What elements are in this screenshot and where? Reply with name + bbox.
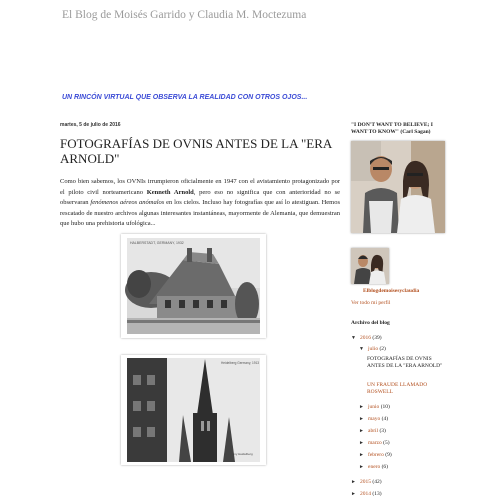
- post-date: martes, 5 de julio de 2016: [60, 122, 121, 128]
- archive-month-link[interactable]: mayo: [368, 416, 381, 422]
- archive-month-julio-link[interactable]: julio: [368, 346, 379, 352]
- archive-month-junio: [359, 404, 390, 411]
- archive-year-2016-link[interactable]: 2016: [360, 335, 371, 341]
- expand-toggle-icon[interactable]: ►: [359, 429, 364, 434]
- archive-month-link[interactable]: enero: [368, 464, 381, 470]
- archive-count: (6): [381, 464, 389, 470]
- expand-toggle-icon[interactable]: ►: [351, 492, 356, 497]
- photo2-caption-right: Heidelberg Germany, 1913: [221, 361, 260, 365]
- expand-toggle-icon[interactable]: ►: [359, 405, 364, 410]
- archive-month-link[interactable]: junio: [368, 404, 380, 410]
- blog-title[interactable]: El Blog de Moisés Garrido y Claudia M. Moctezuma: [62, 9, 307, 21]
- archive-month-mayo: [359, 416, 388, 423]
- main-column: [60, 122, 340, 230]
- post-body-text-2: , pero eso no significa que con anterioridad no se observaran: [60, 188, 341, 207]
- archive-count: (42): [372, 479, 382, 485]
- archive-count: (13): [372, 491, 382, 497]
- photo1-caption: HALBERSTADT, GERMANY, 1932: [130, 241, 184, 245]
- post-body-italic: fenómenos aéreos anómalos: [90, 199, 165, 207]
- archive-month-enero: [359, 464, 388, 471]
- archive-month-abril: [359, 428, 386, 435]
- profile-avatar-photo[interactable]: [351, 248, 389, 284]
- couple-photo-image: [351, 141, 445, 233]
- archive-count: (9): [385, 452, 392, 458]
- archive-count: (2): [379, 346, 386, 352]
- expand-toggle-icon[interactable]: ►: [359, 441, 364, 446]
- post-body-text-3: en los cielos. Incluso hay fotografías que así lo atestiguan. Hemos rescatado de nuestro archivos algunas interesantes instantáneas, mayormente de Alemania, que demuestran que hubo una prehistoria ufológica...: [60, 199, 340, 228]
- archive-month-julio: [359, 346, 386, 353]
- archive-post-roswell[interactable]: UN FRAUDE LLAMADO ROSWELL: [367, 382, 428, 395]
- profile-name-link[interactable]: Elblogdemoisesyclaudia: [363, 288, 420, 294]
- archive-count: (4): [381, 416, 389, 422]
- archive-month-link[interactable]: marzo: [368, 440, 382, 446]
- archive-month-link[interactable]: febrero: [368, 452, 384, 458]
- post-title[interactable]: FOTOGRAFÍAS DE OVNIS ANTES DE LA "ERA ARNOLD": [60, 136, 332, 166]
- house-photo-image: [121, 234, 266, 338]
- post-photo-halberstadt[interactable]: [121, 234, 266, 338]
- post-body-bold: Kenneth Arnold: [146, 188, 194, 196]
- archive-count: (5): [383, 440, 390, 446]
- expand-toggle-icon[interactable]: ►: [351, 480, 356, 485]
- archive-year-2015-link[interactable]: 2015: [360, 479, 371, 485]
- expand-toggle-icon[interactable]: ►: [359, 417, 364, 422]
- view-full-profile-link[interactable]: Ver todo mi perfil: [351, 300, 391, 306]
- church-photo-image: [121, 355, 266, 465]
- post-photo-heidelberg[interactable]: [121, 355, 266, 465]
- archive-month-febrero: [359, 452, 392, 459]
- profile-banner-photo[interactable]: [351, 141, 445, 233]
- archive-count: (10): [380, 404, 390, 410]
- sidebar: [351, 122, 447, 497]
- archive-year-2015: [351, 479, 382, 486]
- quote-widget-title: "I DON'T WANT TO BELIEVE; I WANT TO KNOW" (Carl Sagan): [351, 122, 433, 135]
- archive-month-marzo: [359, 440, 390, 447]
- post-body: [60, 177, 340, 230]
- collapse-toggle-icon[interactable]: ▼: [359, 347, 364, 352]
- archive-year-2014-link[interactable]: 2014: [360, 491, 371, 497]
- archive-count: (39): [372, 335, 382, 341]
- archive-widget-title: Archivo del blog: [351, 320, 390, 326]
- archive-month-link[interactable]: abril: [368, 428, 379, 434]
- archive-post-ovnis[interactable]: FOTOGRAFÍAS DE OVNIS ANTES DE LA "ERA ARNOLD": [367, 356, 443, 369]
- archive-year-2014: [351, 491, 382, 498]
- collapse-toggle-icon[interactable]: ▼: [351, 336, 356, 341]
- expand-toggle-icon[interactable]: ►: [359, 453, 364, 458]
- blog-tagline: UN RINCÓN VIRTUAL QUE OBSERVA LA REALIDAD CON OTROS OJOS...: [62, 94, 308, 101]
- avatar-image: [351, 248, 389, 284]
- photo2-caption-bottom: Germany Heidelberg: [225, 452, 253, 456]
- expand-toggle-icon[interactable]: ►: [359, 465, 364, 470]
- archive-year-2016: [351, 335, 382, 342]
- archive-count: (3): [379, 428, 386, 434]
- post-body-text-1: Como bien sabemos, los OVNIs irrumpieron oficialmente en 1947 con el avistamiento protagonizado por el piloto civil norteamericano: [60, 178, 340, 196]
